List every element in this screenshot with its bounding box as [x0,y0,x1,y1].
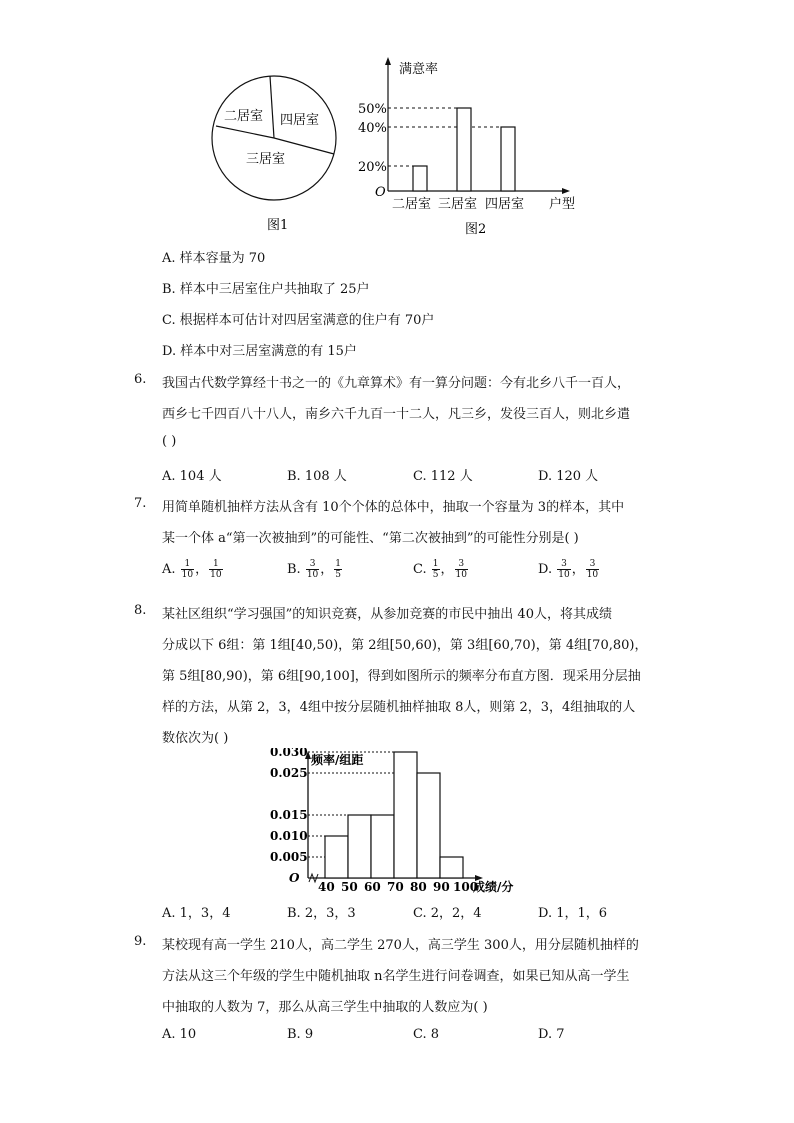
q9-line-3: 中抽取的人数为 7，那么从高三学生中抽取的人数应为( ) [162,1000,488,1015]
q6-line-1: 我国古代数学算经十书之一的《九章算术》有一算分问题：今有北乡八千一百人， [162,376,631,391]
hist-ytick: 0.030 [270,748,308,759]
fraction: $\frac{1}{10}$ [210,559,222,580]
q6-line-3: ( ) [162,434,177,449]
q6-option-d: D. 120 人 [538,469,599,484]
figure-2 [355,55,590,240]
hist-xtick: 100 [453,880,479,894]
hist-xtick: 60 [364,880,381,894]
q7-number: 7. [134,496,147,511]
fraction: $\frac{3}{10}$ [306,559,319,580]
histogram [265,748,535,896]
q9-option-c: C. 8 [413,1027,440,1042]
origin-label: O [375,185,386,200]
x-axis-arrow [562,188,570,194]
ytick-40: 40% [358,121,387,136]
hist-ytick: 0.025 [270,766,308,780]
q8-line-5: 数依次为( ) [162,731,229,746]
hist-xtick: 90 [433,880,450,894]
q7-option-a: A. $\frac{1}{10}$ ， $\frac{1}{10}$ [162,559,222,580]
q9-line-2: 方法从这三个年级的学生中随机抽取 n名学生进行问卷调查，如果已知从高一学生 [162,969,630,984]
q9-option-a: A. 10 [162,1027,197,1042]
q6-option-c: C. 112 人 [413,469,473,484]
fraction: $\frac{1}{5}$ [335,559,342,580]
q5-option-c: C. 根据样本可估计对四居室满意的住户有 70户 [162,313,435,328]
q6-number: 6. [134,372,147,387]
hist-bar [440,857,463,878]
q8-option-a: A. 1，3，4 [162,906,231,921]
q6-option-b: B. 108 人 [287,469,347,484]
q8-line-3: 第 5组[80,90)，第 6组[90,100]，得到如图所示的频率分布直方图．现采用分层抽 [162,669,641,684]
hist-ytick: 0.010 [270,829,308,843]
hist-xtick: 70 [387,880,404,894]
pie-label-si: 四居室 [280,113,320,128]
hist-ytick: 0.015 [270,808,308,822]
q7-line-1: 用简单随机抽样方法从含有 10个个体的总体中，抽取一个容量为 3的样本，其中 [162,500,625,515]
y-axis-label: 满意率 [399,62,439,77]
fraction: $\frac{3}{10}$ [586,559,599,580]
bar-san [457,108,471,191]
q7-line-2: 某一个体 a“第一次被抽到”的可能性、“第二次被抽到”的可能性分别是( ) [162,531,579,546]
hist-xtick: 40 [318,880,335,894]
x-axis-label: 户型 [549,197,576,212]
q5-option-a: A. 样本容量为 70 [162,251,266,266]
q9-number: 9. [134,934,147,949]
histogram-svg [265,748,535,896]
y-axis-arrow [385,57,391,65]
q6-line-2: 西乡七千四百八十八人，南乡六千九百一十二人，凡三乡，发役三百人，则北乡遣 [162,407,631,422]
q9-line-1: 某校现有高一学生 210人，高二学生 270人，高三学生 300人，用分层随机抽样的 [162,938,639,953]
q8-option-d: D. 1，1，6 [538,906,608,921]
xtick-er: 二居室 [392,197,432,212]
hist-x-label: 成绩/分 [473,880,514,894]
q7-option-b: B. $\frac{3}{10}$ ， $\frac{1}{5}$ [287,559,342,580]
bar-si [501,127,515,191]
q8-number: 8. [134,603,147,618]
ytick-50: 50% [358,102,387,117]
axis-break-mark [309,874,318,882]
hist-bar [348,815,371,878]
q9-option-d: D. 7 [538,1027,565,1042]
q7-option-c: C. $\frac{1}{5}$ ， $\frac{3}{10}$ [413,559,467,580]
xtick-san: 三居室 [438,197,478,212]
q9-option-b: B. 9 [287,1027,314,1042]
hist-xtick: 50 [341,880,358,894]
ytick-20: 20% [358,160,387,175]
bar-er [413,166,427,191]
fraction: $\frac{1}{10}$ [181,559,194,580]
q8-option-b: B. 2，3，3 [287,906,356,921]
hist-xtick: 80 [410,880,427,894]
xtick-si: 四居室 [485,197,525,212]
hist-bar [394,752,417,878]
q5-option-d: D. 样本中对三居室满意的有 15户 [162,344,357,359]
q5-option-b: B. 样本中三居室住户共抽取了 25户 [162,282,370,297]
hist-bar [325,836,348,878]
fraction: $\frac{3}{10}$ [455,559,467,580]
fig1-caption: 图1 [267,218,289,233]
q8-line-2: 分成以下 6组：第 1组[40,50)，第 2组[50,60)，第 3组[60,70)，第 4组[70,80)， [162,638,648,653]
pie-label-san: 三居室 [246,152,286,167]
q8-line-4: 样的方法，从第 2，3，4组中按分层随机抽样抽取 8人，则第 2，3，4组抽取的人 [162,700,636,715]
fraction: $\frac{1}{5}$ [432,559,439,580]
fig2-caption: 图2 [465,222,487,237]
q8-option-c: C. 2，2，4 [413,906,482,921]
hist-origin: O [289,871,300,885]
figure-1 [210,70,350,240]
hist-bar [371,815,394,878]
hist-ytick: 0.005 [270,850,308,864]
hist-y-label: 频率/组距 [311,753,364,767]
q8-line-1: 某社区组织“学习强国”的知识竞赛，从参加竞赛的市民中抽出 40人，将其成绩 [162,607,612,622]
hist-bar [417,773,440,878]
q6-option-a: A. 104 人 [162,469,222,484]
fraction: $\frac{3}{10}$ [558,559,570,580]
pie-chart [210,70,350,240]
pie-label-er: 二居室 [224,109,264,124]
q7-option-d: D. $\frac{3}{10}$ ， $\frac{3}{10}$ [538,559,599,580]
satisfaction-bar-chart [355,55,590,240]
